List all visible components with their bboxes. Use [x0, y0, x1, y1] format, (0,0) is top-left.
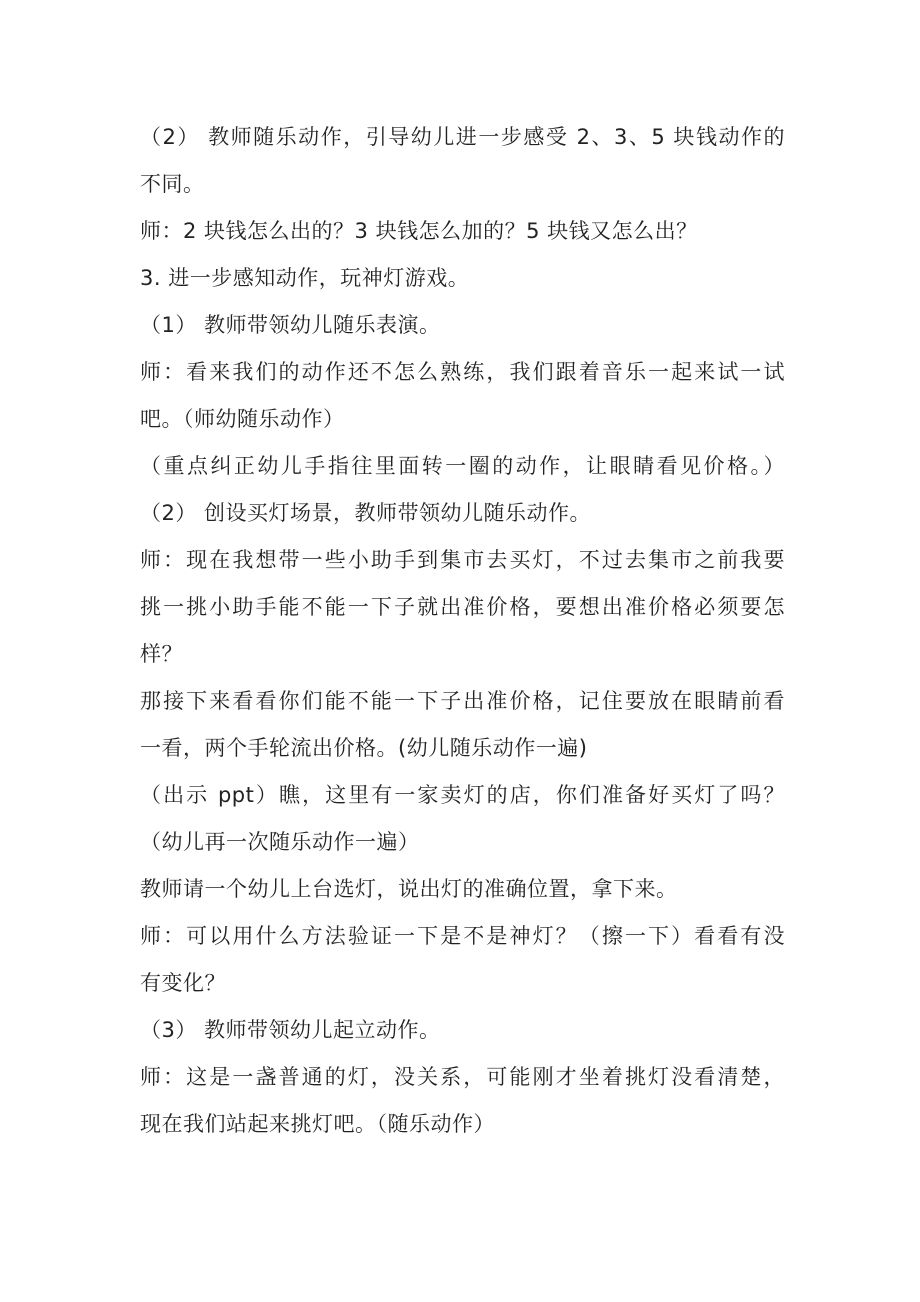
text-line: （出示 ppt）瞧，这里有一家卖灯的店，你们准备好买灯了吗？: [140, 783, 785, 807]
text-line: 师：2 块钱怎么出的？3 块钱怎么加的？5 块钱又怎么出？: [140, 219, 698, 243]
text-line: 教师请一个幼儿上台选灯，说出灯的准确位置，拿下来。: [140, 877, 678, 901]
text-line: （1） 教师带领幼儿随乐表演。: [140, 313, 441, 337]
text-line: （2） 创设买灯场景，教师带领幼儿随乐动作。: [140, 501, 592, 525]
text-line: 现在我们站起来挑灯吧。（随乐动作）: [140, 1112, 495, 1136]
text-line: 不同。: [140, 172, 205, 196]
text-line: 那接下来看看你们能不能一下子出准价格，记住要放在眼睛前看: [140, 689, 785, 713]
text-line: 师：这是一盏普通的灯，没关系，可能刚才坐着挑灯没看清楚，: [140, 1065, 785, 1089]
document-body: [140, 114, 785, 1148]
text-line: （重点纠正幼儿手指往里面转一圈的动作，让眼睛看见价格。）: [140, 454, 785, 478]
text-line: 师：看来我们的动作还不怎么熟练，我们跟着音乐一起来试一试: [140, 360, 785, 384]
text-line: 师：现在我想带一些小助手到集市去买灯，不过去集市之前我要: [140, 548, 785, 572]
text-line: （幼儿再一次随乐动作一遍）: [140, 830, 420, 854]
text-line: 吧。（师幼随乐动作）: [140, 407, 345, 431]
text-line: 一看，两个手轮流出价格。(幼儿随乐动作一遍): [140, 736, 588, 760]
text-line: 有变化？: [140, 971, 226, 995]
text-line: 挑一挑小助手能不能一下子就出准价格，要想出准价格必须要怎: [140, 595, 785, 619]
text-line: 师：可以用什么方法验证一下是不是神灯？（擦一下）看看有没: [140, 924, 785, 948]
text-line: 样？: [140, 642, 183, 666]
text-line: 3. 进一步感知动作，玩神灯游戏。: [140, 266, 470, 290]
text-line: （3） 教师带领幼儿起立动作。: [140, 1018, 441, 1042]
text-line: （2） 教师随乐动作，引导幼儿进一步感受 2、3、5 块钱动作的: [140, 125, 785, 149]
